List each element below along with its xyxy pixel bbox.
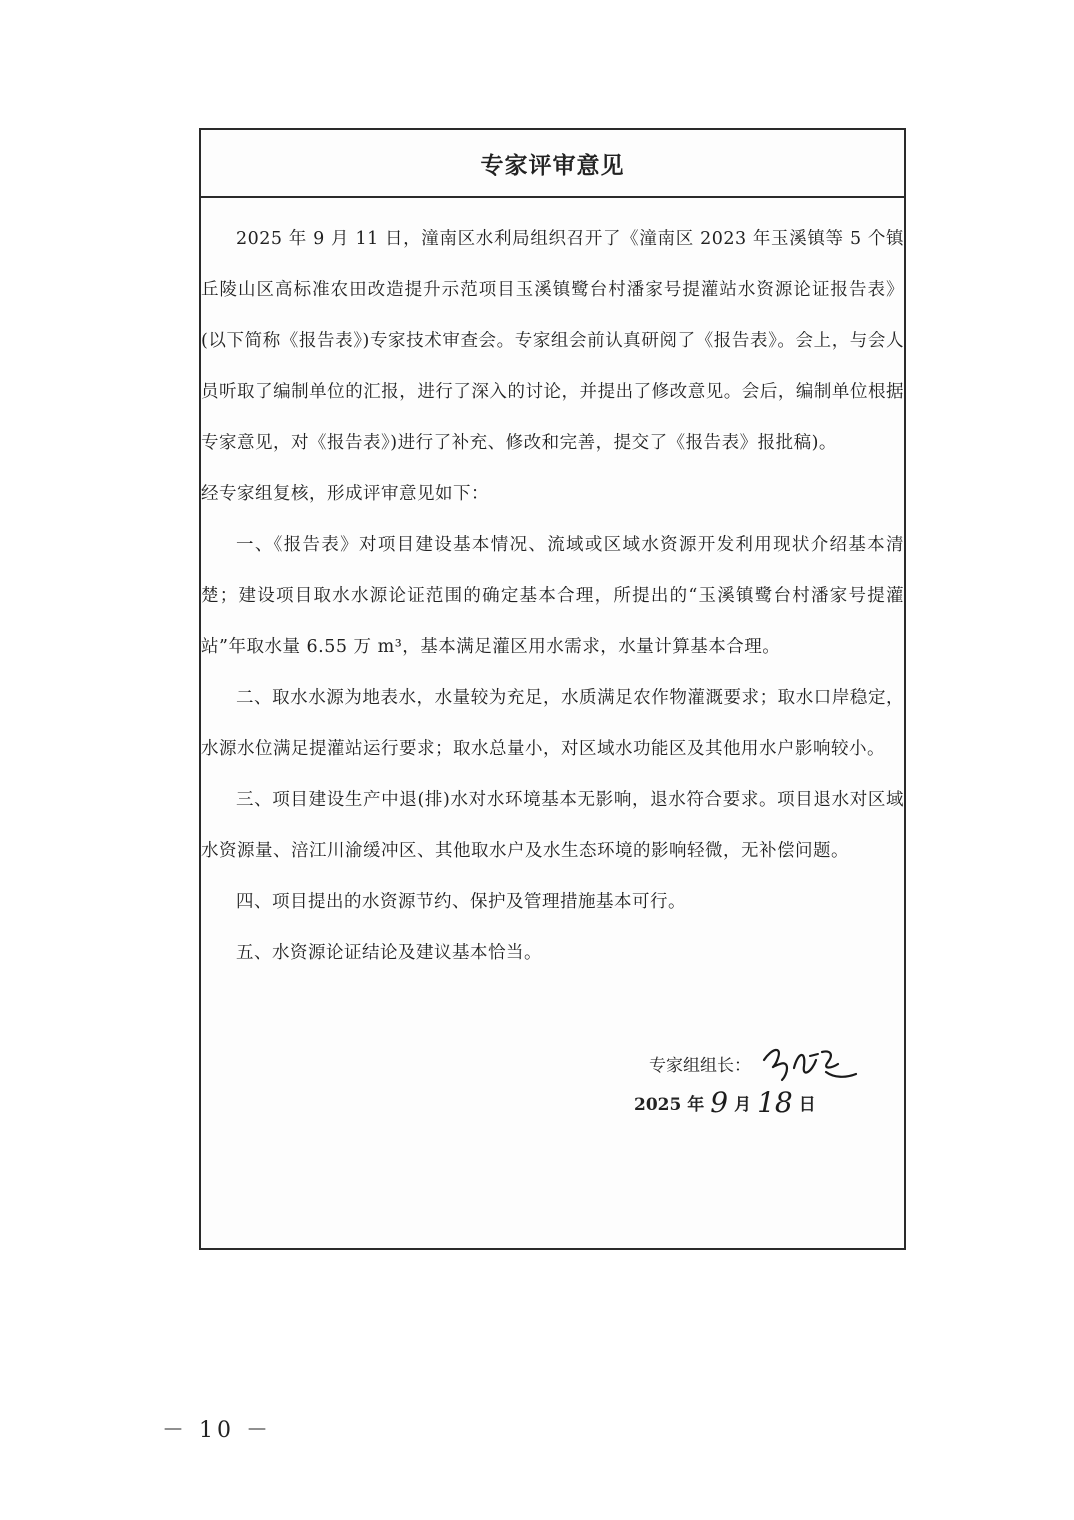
opinion-item-1: 一、《报告表》对项目建设基本情况、流域或区域水资源开发利用现状介绍基本清楚；建设项目取水水源论证范围的确定基本合理，所提出的“玉溪镇鹭台村潘家号提灌站”年取水量 6.55 万 m³，基本满足灌区用水需求，水量计算基本合理。 <box>201 535 904 657</box>
date-month-value: 9 <box>710 1086 729 1119</box>
title-row <box>201 130 904 198</box>
signature-label: 专家组组长： <box>649 1055 751 1076</box>
opinion-item-5: 五、水资源论证结论及建议基本恰当。 <box>236 943 542 963</box>
signature-date <box>634 1086 816 1119</box>
page-title: 专家评审意见 <box>480 152 625 179</box>
review-body <box>201 198 904 979</box>
summary-lead: 经专家组复核，形成评审意见如下： <box>201 484 489 504</box>
opinion-item-4: 四、项目提出的水资源节约、保护及管理措施基本可行。 <box>236 892 686 912</box>
date-day-value: 18 <box>757 1086 793 1119</box>
opinion-item-3: 三、项目建设生产中退(排)水对水环境基本无影响，退水符合要求。项目退水对区域水资源量、涪江川渝缓冲区、其他取水户及水生态环境的影响轻微，无补偿问题。 <box>201 790 904 861</box>
review-form <box>199 128 906 1250</box>
opinion-item-2: 二、取水水源为地表水，水量较为充足，水质满足农作物灌溉要求；取水口岸稳定，水源水位满足提灌站运行要求；取水总量小，对区域水功能区及其他用水户影响较小。 <box>201 688 904 759</box>
page-number: － 10 － <box>162 1418 272 1443</box>
handwritten-signature <box>760 1038 860 1088</box>
date-year: 2025 年 <box>634 1095 705 1115</box>
signature-block <box>649 1038 860 1088</box>
date-month-unit: 月 <box>734 1095 752 1115</box>
date-day-unit: 日 <box>798 1095 816 1115</box>
intro-paragraph: 2025 年 9 月 11 日，潼南区水利局组织召开了《潼南区 2023 年玉溪镇等 5 个镇丘陵山区高标准农田改造提升示范项目玉溪镇鹭台村潘家号提灌站水资源论证报告表》(以下简称《报告表》)专家技术审查会。专家组会前认真研阅了《报告表》。会上，与会人员听取了编制单位的汇报，进行了深入的讨论，并提出了修改意见。会后，编制单位根据专家意见，对《报告表》)进行了补充、修改和完善，提交了《报告表》报批稿)。 <box>201 229 904 453</box>
